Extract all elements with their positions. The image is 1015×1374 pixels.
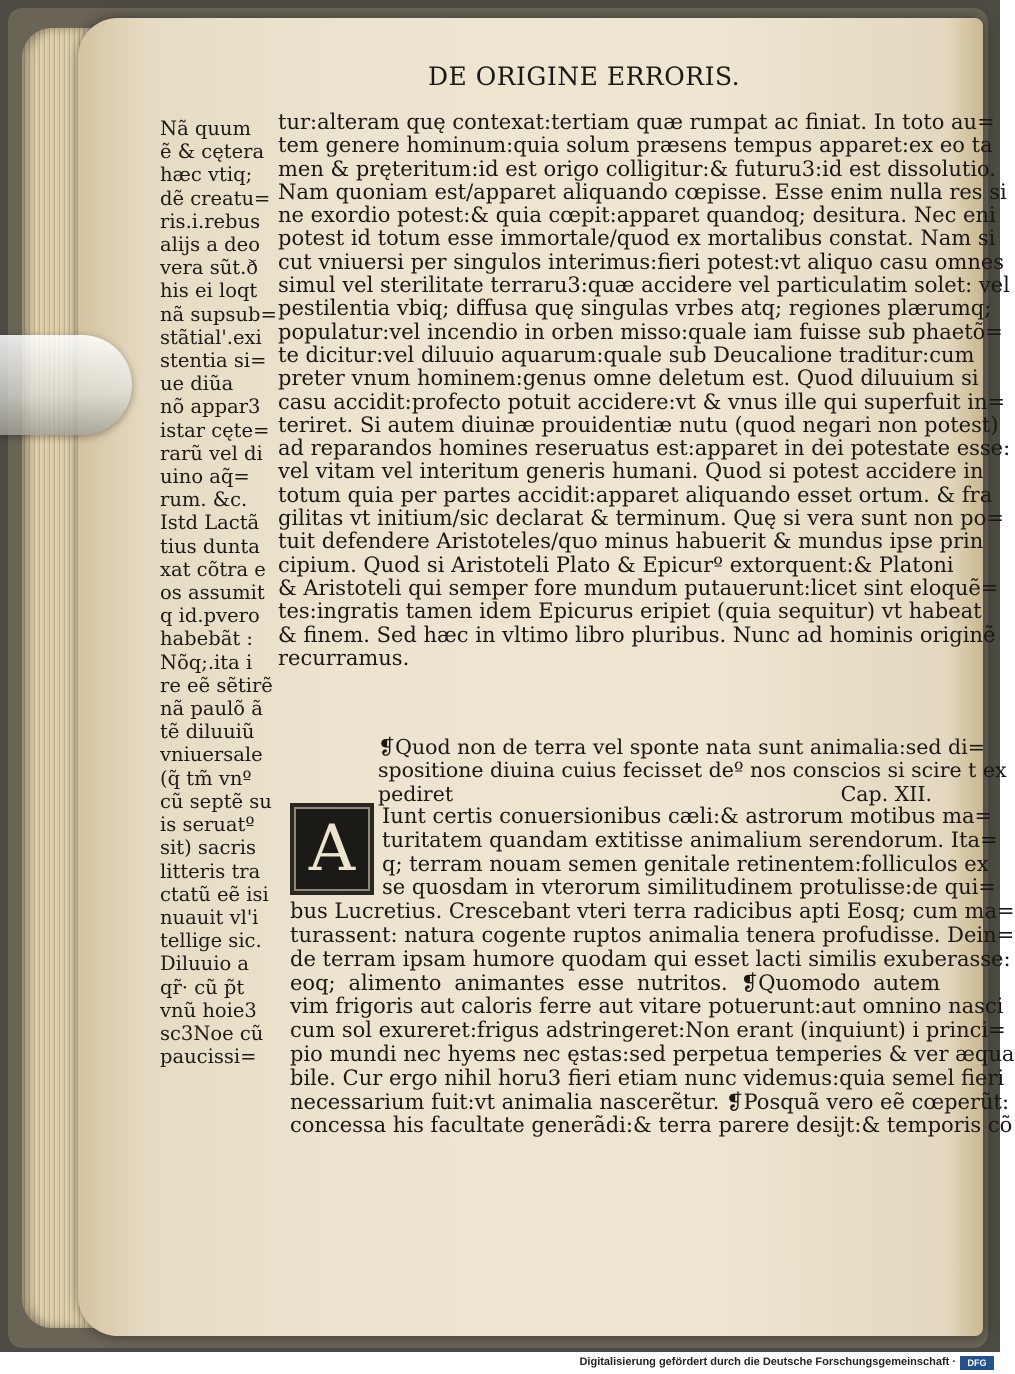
text-line: necessarium fuit:vt animalia nascerẽtur. ❡Posquã vero eẽ cœperũt: <box>290 1089 1010 1114</box>
decorated-initial: A <box>290 803 374 895</box>
text-line: vim frigoris aut caloris ferre aut vitare potuerunt:aut omnino nasci <box>290 994 1004 1019</box>
margin-note-line: ris.i.rebus <box>160 209 261 233</box>
text-line: pio mundi nec hyems nec ęstas:sed perpetua temperies & ver æqua <box>290 1041 1015 1066</box>
text-line: eoq; alimento animantes esse nutritos. ❡Quomodo autem <box>290 970 940 995</box>
margin-note-line: Diluuio a <box>160 952 250 976</box>
text-line: & Aristoteli qui semper fore mundum putauerunt:licet sint eloquẽ= <box>278 575 999 600</box>
margin-note-line: stentia si= <box>160 349 267 373</box>
text-line: cut vniuersi per singulos interimus:fieri potest:vt aliquo casu omnes <box>278 249 1005 274</box>
margin-note-line: q id.pvero <box>160 604 260 628</box>
margin-note-line: tius dunta <box>160 534 260 558</box>
chapter-heading-text: ❡Quod non de terra vel sponte nata sunt animalia:sed di= <box>378 735 985 759</box>
text-line: de terram ipsam humore quodam qui esset lacti similis exuberasse: <box>290 946 1011 971</box>
chapter-number: Cap. XII. <box>840 781 932 806</box>
text-line: preter vnum hominem:genus omne deletum est. Quod diluuium si <box>278 366 979 391</box>
text-line: vel vitam vel interitum generis humani. Quod si potest accidere in <box>278 459 984 484</box>
text-line: se quosdam in vterorum similitudinem protulisse:de qui= <box>382 875 996 900</box>
text-line: cum sol exureret:frigus adstringeret:Non erant (inquiunt) i princi= <box>290 1018 1006 1043</box>
margin-note-line: xat cõtra e <box>160 557 266 581</box>
chapter-heading <box>378 735 1007 806</box>
text-line: tuit defendere Aristoteles/quo minus habuerit & mundus ipse prin <box>278 529 984 554</box>
text-line: concessa his facultate generãdi:& terra parere desijt:& temporis cõ <box>290 1113 1013 1138</box>
margin-note-line: paucissi= <box>160 1045 257 1069</box>
dfg-logo: DFG <box>960 1356 994 1370</box>
digitization-credit-bar <box>0 1352 1000 1374</box>
chapter-heading-line <box>378 783 938 806</box>
text-line: casu accidit:profecto potuit accidere:vt & vnus ille qui superfuit in= <box>278 389 1006 414</box>
margin-note-line: vera sũt.ð <box>160 256 259 280</box>
text-line: teriret. Si autem diuinæ prouidentiæ nutu (quod negari non potest) <box>278 412 999 437</box>
margin-note-line: dẽ creatu= <box>160 186 271 210</box>
margin-note-line: (q̃ tm̃ vnº <box>160 766 252 790</box>
text-line: q; terram nouam semen genitale retinentem:folliculos ex <box>382 851 989 876</box>
chapter-text-block <box>290 804 1015 1138</box>
margin-notes <box>160 117 277 1069</box>
margin-note-line: Nõq;.ita i <box>160 650 253 674</box>
margin-note-line: ue diũa <box>160 372 234 396</box>
text-line: pestilentia vbiq; diffusa quę singulas vrbes atq; regiones plærumq; <box>278 296 992 321</box>
text-line: recurramus. <box>278 645 410 670</box>
text-line: men & pręteritum:id est origo colligitur:& futuru3:id est dissolutio. <box>278 156 996 181</box>
margin-note-line: nuauit vl'i <box>160 905 259 929</box>
text-line: gilitas vt initium/sic declarat & terminum. Quę si vera sunt non po= <box>278 506 1004 531</box>
text-line: bus Lucretius. Crescebant vteri terra radicibus apti Eosq; cum ma= <box>290 899 1015 924</box>
margin-note-line: cũ septẽ su <box>160 789 272 813</box>
text-line: tem genere hominum:quia solum præsens tempus apparet:ex eo ta <box>278 133 993 158</box>
margin-note-line: qr̃· cũ p̃t <box>160 975 245 999</box>
chapter-heading-line <box>378 735 985 759</box>
margin-note-line: vniuersale <box>160 743 263 767</box>
text-line: tes:ingratis tamen idem Epicurus eripiet (quia sequitur) vt habeat <box>278 599 982 624</box>
margin-note-line: stãtial'.exi <box>160 325 262 349</box>
margin-note-line: vnũ hoie3 <box>160 998 257 1022</box>
margin-note-line: uino aq̃= <box>160 465 250 489</box>
margin-note-line: Nã quum <box>160 117 251 140</box>
text-line: bile. Cur ergo nihil horu3 fieri etiam nunc videmus:quia semel fieri <box>290 1065 1005 1090</box>
margin-note-line: rarũ vel di <box>160 441 263 465</box>
margin-note-line: litteris tra <box>160 859 261 883</box>
text-line: Iunt certis conuersionibus cæli:& astrorum motibus ma= <box>382 804 993 828</box>
text-line: populatur:vel incendio in orben misso:quale iam fuisse sub phaetõ= <box>278 319 1003 344</box>
margin-note-line: os assumit <box>160 581 265 605</box>
margin-note-line: tellige sic. <box>160 929 262 953</box>
margin-note-line: Istd Lactã <box>160 511 260 535</box>
chapter-heading-text: spositione diuina cuius fecisset deº nos conscios si scire t ex <box>378 758 1007 783</box>
margin-note-line: habebãt : <box>160 627 253 651</box>
margin-note-line: rum. &c. <box>160 488 248 512</box>
margin-note-line: ctatũ eẽ isi <box>160 882 269 906</box>
text-line: potest id totum esse immortale/quod ex mortalibus constat. Nam si <box>278 226 996 251</box>
margin-note-line: is seruatº <box>160 813 255 837</box>
text-line: turitatem quandam extitisse animalium serendorum. Ita= <box>382 827 998 852</box>
margin-note-line: his ei loqt <box>160 279 258 303</box>
margin-note-line: sc3Noe cũ <box>160 1021 264 1045</box>
running-header: DE ORIGINE ERRORIS. <box>428 62 741 91</box>
page-holder-bar <box>0 335 132 435</box>
text-line: ad reparandos homines reseruatus est:apparet in dei potestate esse: <box>278 436 1011 461</box>
margin-note-line: hæc vtiq; <box>160 163 253 187</box>
margin-note-line: tẽ diluuiũ <box>160 720 255 744</box>
text-line: cipium. Quod si Aristoteli Plato & Epicurº extorquent:& Platoni <box>278 552 954 577</box>
margin-note-line: sit) sacris <box>160 836 257 860</box>
credit-text: Digitalisierung gefördert durch die Deutsche Forschungsgemeinschaft · <box>579 1356 956 1368</box>
margin-note-line: nã supsub= <box>160 302 277 326</box>
text-line: te dicitur:vel diluuio aquarum:quale sub Deucalione traditur:cum <box>278 342 975 367</box>
text-line: & finem. Sed hæc in vltimo libro pluribus. Nunc ad hominis originẽ <box>278 622 996 647</box>
text-line: simul vel sterilitate terraru3:quæ accidere vel particulatim solet: vel <box>278 273 1010 298</box>
margin-note-line: re eẽ sẽtirẽ <box>160 673 273 697</box>
chapter-heading-text: pediret <box>378 781 454 806</box>
margin-note-line: istar cęte= <box>160 418 270 442</box>
text-line: turassent: natura cogente ruptos animalia tenera profudisse. Dein= <box>290 922 1015 947</box>
text-line: Nam quoniam est/apparet aliquando cœpisse. Esse enim nulla res si <box>278 179 1007 204</box>
margin-note-line: alijs a deo <box>160 233 260 257</box>
chapter-heading-line <box>378 758 1007 783</box>
text-line: tur:alteram quę contexat:tertiam quæ rumpat ac finiat. In toto au= <box>278 110 995 134</box>
margin-note-line: nõ appar3 <box>160 395 261 419</box>
text-line: totum quia per partes accidit:apparet aliquando esset ortum. & fra <box>278 482 993 507</box>
margin-note-line: nã paulõ ã <box>160 697 263 721</box>
text-line: ne exordio potest:& quia cœpit:apparet quandoq; desitura. Nec eni <box>278 203 996 228</box>
main-text-block <box>278 110 1011 670</box>
margin-note-line: ẽ & cętera <box>160 140 265 164</box>
